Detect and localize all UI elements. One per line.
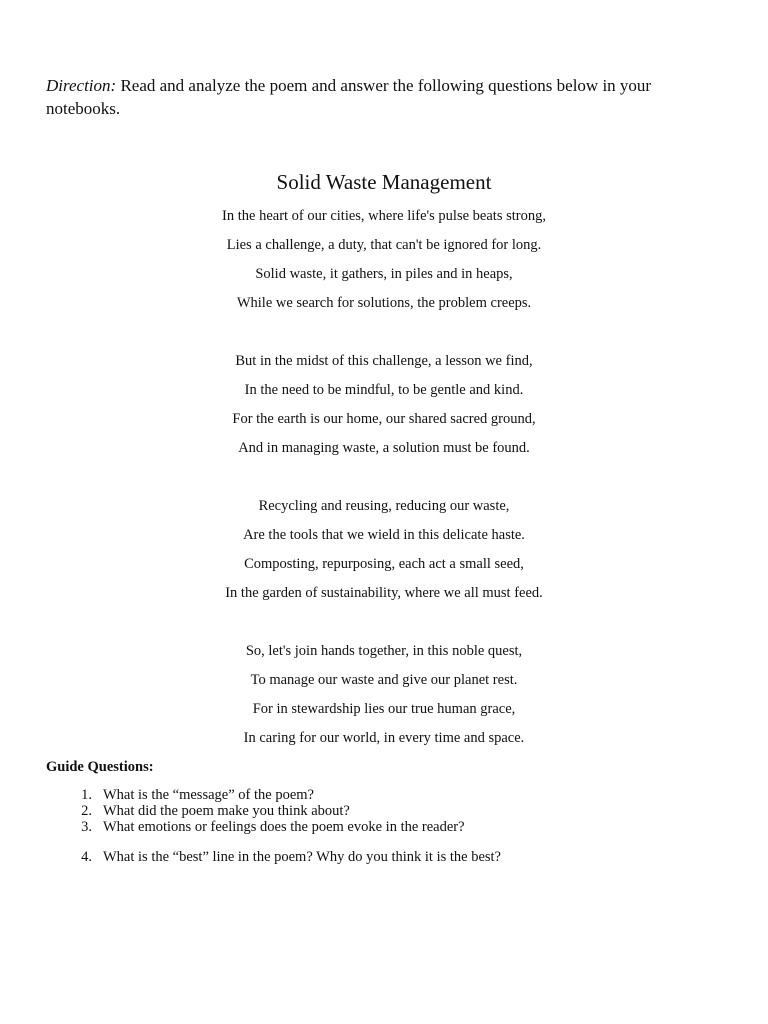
stanza-2 [0,350,768,466]
question-item [46,849,726,865]
question-item [46,803,726,819]
direction-text: Read and analyze the poem and answer the following questions below in your notebooks. [46,76,652,118]
question-item [46,787,726,803]
poem-line: Solid waste, it gathers, in piles and in heaps, [255,266,513,282]
stanza-3 [0,495,768,611]
stanza-4 [0,640,768,756]
poem-line: In the heart of our cities, where life's pulse beats strong, [222,208,546,224]
direction-paragraph [46,74,726,120]
guide-questions-heading: Guide Questions: [46,759,154,775]
poem-line: For in stewardship lies our true human grace, [252,701,516,717]
poem-line: And in managing waste, a solution must be found. [238,440,530,456]
poem-body [0,205,768,756]
poem-line: Lies a challenge, a duty, that can't be ignored for long. [226,237,542,253]
poem-line: But in the midst of this challenge, a lesson we find, [235,353,533,369]
stanza-1 [0,205,768,321]
poem-line: For the earth is our home, our shared sacred ground, [232,411,536,427]
poem-title: Solid Waste Management [276,170,492,194]
poem-line: In caring for our world, in every time and space. [243,730,525,746]
guide-questions-list [46,787,726,865]
question-text: What is the “best” line in the poem? Why do you think it is the best? [103,849,501,865]
poem-line: So, let's join hands together, in this noble quest, [245,643,523,659]
poem-line: While we search for solutions, the problem creeps. [236,295,532,311]
direction-label: Direction: [46,76,117,95]
poem-line: Are the tools that we wield in this delicate haste. [243,527,525,543]
poem-line: To manage our waste and give our planet rest. [250,672,518,688]
poem-line: Recycling and reusing, reducing our waste, [258,498,510,514]
question-text: What did the poem make you think about? [103,803,350,819]
poem-line: In the garden of sustainability, where we all must feed. [225,585,543,601]
question-number: 2. [81,803,92,819]
poem-line: Composting, repurposing, each act a small seed, [244,556,524,572]
question-text: What emotions or feelings does the poem evoke in the reader? [103,819,465,835]
question-text: What is the “message” of the poem? [103,787,314,803]
question-number: 3. [81,819,92,835]
question-number: 1. [81,787,92,803]
question-item [46,819,726,835]
question-number: 4. [81,849,92,865]
poem-line: In the need to be mindful, to be gentle and kind. [244,382,524,398]
